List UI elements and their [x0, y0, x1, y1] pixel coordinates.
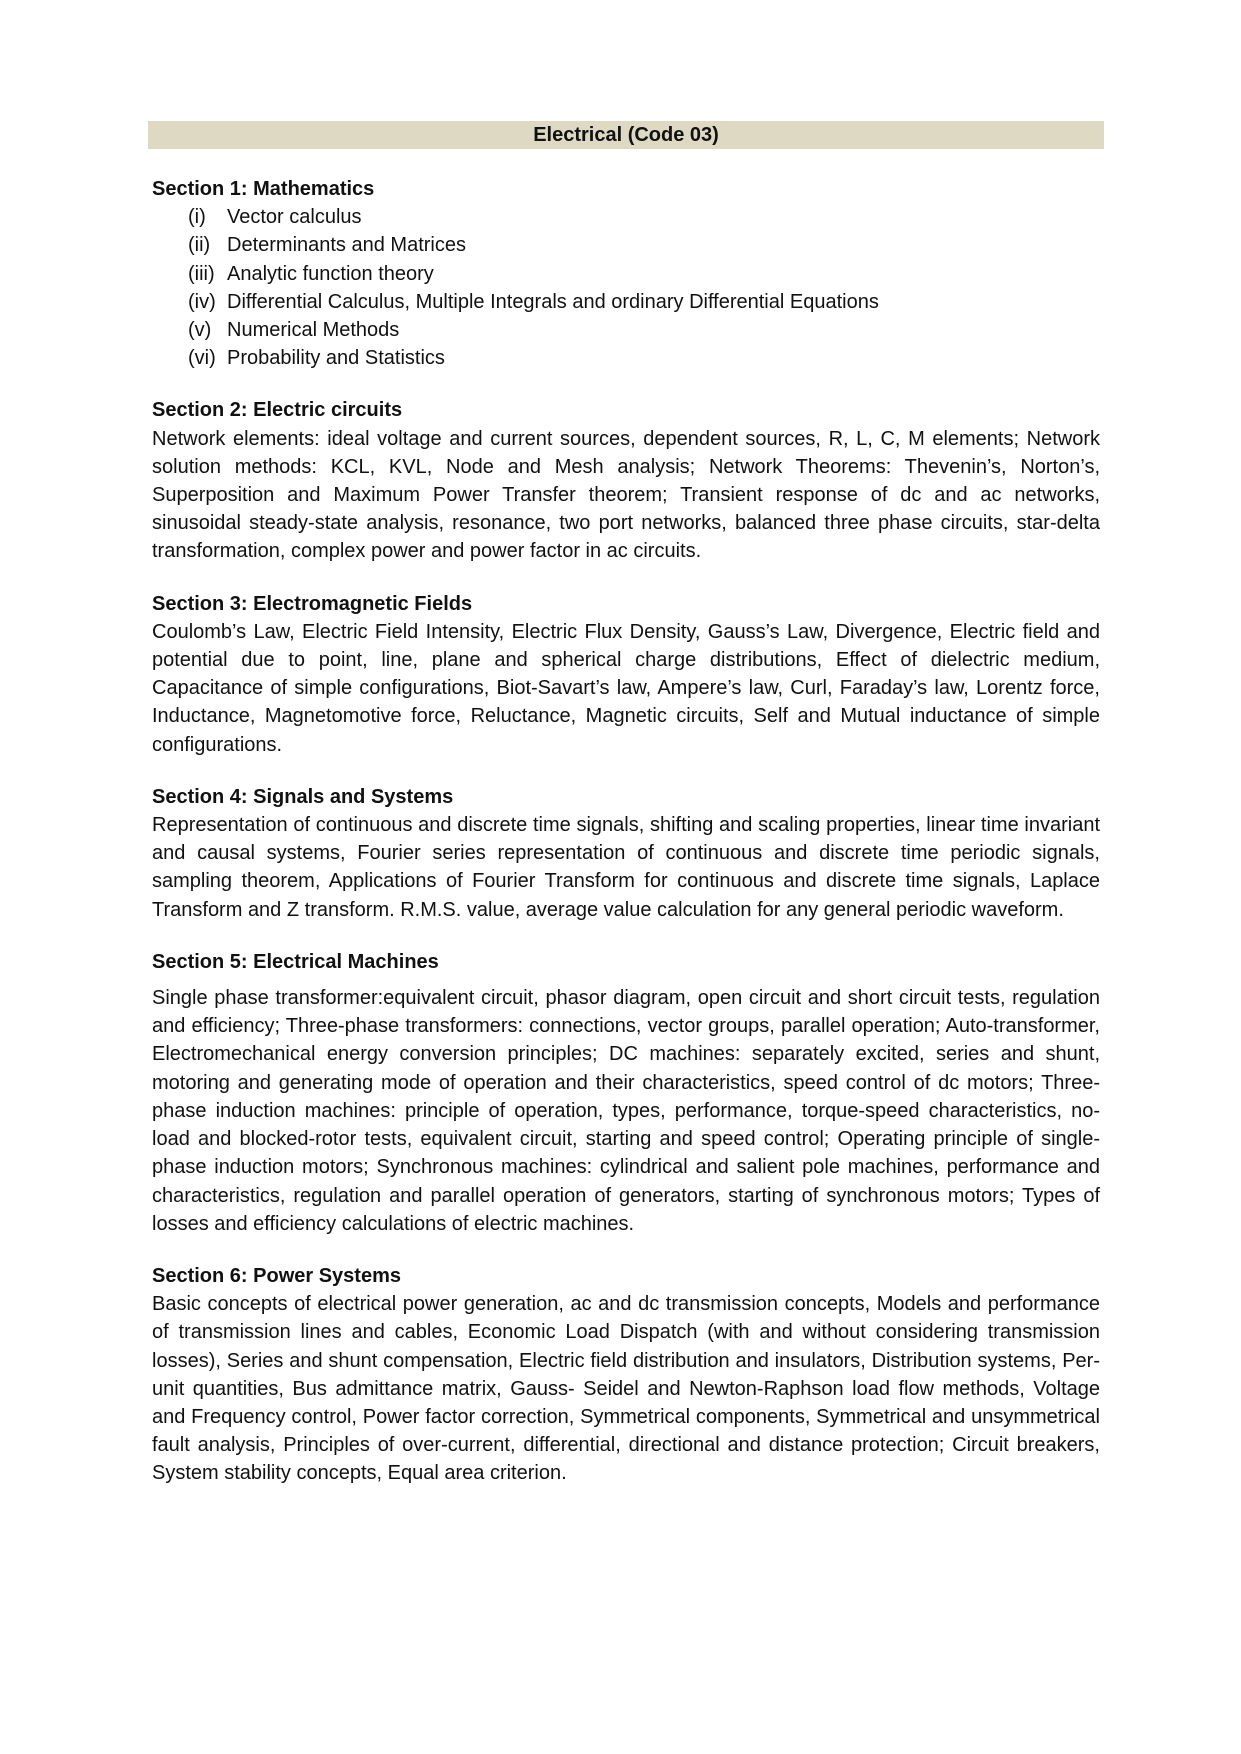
section-signals-and-systems [152, 783, 1100, 924]
section-heading: Section 4: Signals and Systems [152, 785, 454, 808]
section-heading: Section 6: Power Systems [152, 1264, 401, 1287]
section-electromagnetic-fields [152, 590, 1100, 759]
list-item: (v) Numerical Methods [188, 319, 400, 342]
syllabus-content [152, 175, 1100, 1512]
section-heading: Section 3: Electromagnetic Fields [152, 592, 473, 615]
section-body: Single phase transformer:equivalent circuit, phasor diagram, open circuit and short circuit tests, regulation and efficiency; Three-phase transformers: connections, vector groups, parallel operation; Auto-transformer, Electromechanical energy conversion principles; DC machines: separately excited, series and shunt, motoring and generating mode of operation and their characteristics, speed control of dc motors; Three-phase induction machines: principle of operation, types, performance, torque-speed characteristics, no-load and blocked-rotor tests, equivalent circuit, starting and speed control; Operating principle of single-phase induction motors; Synchronous machines: cylindrical and salient pole machines, performance and characteristics, regulation and parallel operation of generators, starting of synchronous motors; Types of losses and efficiency calculations of electric machines. [152, 987, 1100, 1235]
section-heading: Section 1: Mathematics [152, 178, 375, 200]
list-item: (ii) Determinants and Matrices [188, 234, 466, 257]
section-heading: Section 5: Electrical Machines [152, 950, 439, 973]
document-title: Electrical (Code 03) [148, 121, 1104, 149]
list-item: (iii) Analytic function theory [188, 262, 434, 285]
section-electric-circuits [152, 396, 1100, 565]
list-item: (i) Vector calculus [188, 206, 362, 229]
section-body: Coulomb’s Law, Electric Field Intensity, Electric Flux Density, Gauss’s Law, Divergence, Electric field and potential due to point, line, plane and spherical charge distributions, Effect of dielectric medium, Capacitance of simple configurations, Biot-Savart’s law, Ampere’s law, Curl, Faraday’s law, Lorentz force, Inductance, Magnetomotive force, Reluctance, Magnetic circuits, Self and Mutual inductance of simple configurations. [152, 620, 1100, 756]
section-electrical-machines [152, 948, 1100, 1238]
section-power-systems [152, 1262, 1100, 1488]
list-item: (vi) Probability and Statistics [188, 347, 445, 370]
section-heading: Section 2: Electric circuits [152, 399, 403, 422]
mathematics-topic-list [152, 203, 1100, 372]
section-body: Representation of continuous and discrete time signals, shifting and scaling properties, linear time invariant and causal systems, Fourier series representation of continuous and discrete time periodic signals, sampling theorem, Applications of Fourier Transform for continuous and discrete time signals, Laplace Transform and Z transform. R.M.S. value, average value calculation for any general periodic waveform. [152, 814, 1100, 921]
section-body: Network elements: ideal voltage and current sources, dependent sources, R, L, C, M elements; Network solution methods: KCL, KVL, Node and Mesh analysis; Network Theorems: Thevenin’s, Norton’s, Superposition and Maximum Power Transfer theorem; Transient response of dc and ac networks, sinusoidal steady-state analysis, resonance, two port networks, balanced three phase circuits, star-delta transformation, complex power and power factor in ac circuits. [152, 427, 1100, 563]
section-body: Basic concepts of electrical power generation, ac and dc transmission concepts, Models and performance of transmission lines and cables, Economic Load Dispatch (with and without considering transmission losses), Series and shunt compensation, Electric field distribution and insulators, Distribution systems, Per-unit quantities, Bus admittance matrix, Gauss- Seidel and Newton-Raphson load flow methods, Voltage and Frequency control, Power factor correction, Symmetrical components, Symmetrical and unsymmetrical fault analysis, Principles of over-current, differential, directional and distance protection; Circuit breakers, System stability concepts, Equal area criterion. [152, 1293, 1100, 1485]
list-item: (iv) Differential Calculus, Multiple Integrals and ordinary Differential Equations [188, 290, 879, 313]
section-mathematics [152, 175, 1100, 372]
